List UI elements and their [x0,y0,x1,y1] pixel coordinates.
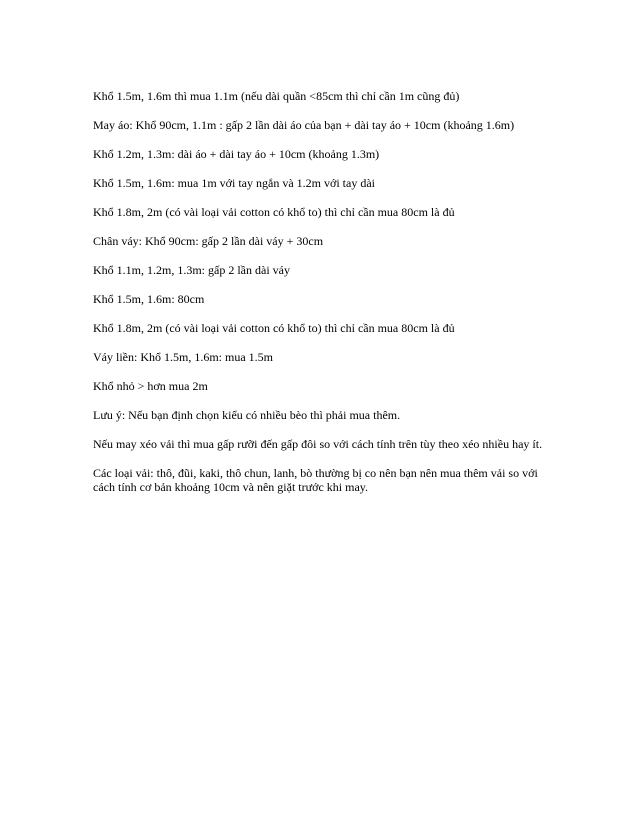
paragraph-12: Lưu ý: Nếu bạn định chọn kiểu có nhiều bèo thì phải mua thêm. [93,408,401,422]
paragraph-8: Khổ 1.5m, 1.6m: 80cm [93,292,205,306]
paragraph-3: Khổ 1.2m, 1.3m: dài áo + dài tay áo + 10cm (khoảng 1.3m) [93,147,380,161]
paragraph-11: Khổ nhỏ > hơn mua 2m [93,379,208,393]
paragraph-9: Khổ 1.8m, 2m (có vài loại vải cotton có khổ to) thì chỉ cần mua 80cm là đủ [93,321,455,335]
paragraph-5: Khổ 1.8m, 2m (có vài loại vải cotton có khổ to) thì chỉ cần mua 80cm là đủ [93,205,455,219]
paragraph-13: Nếu may xéo vải thì mua gấp rưỡi đến gấp đôi so với cách tính trên tùy theo xéo nhiều hay ít. [93,437,543,451]
paragraph-4: Khổ 1.5m, 1.6m: mua 1m với tay ngắn và 1.2m với tay dài [93,176,375,190]
paragraph-14: Các loại vải: thô, đũi, kaki, thô chun, lanh, bò thường bị co nên bạn nên mua thêm vải so với cách tính cơ bản khoảng 10cm và nên giặt trước khi may. [93,466,538,494]
paragraph-6: Chân váy: Khổ 90cm: gấp 2 lần dài váy + 30cm [93,234,324,248]
paragraph-1: Khổ 1.5m, 1.6m thì mua 1.1m (nếu dài quần <85cm thì chỉ cần 1m cũng đủ) [93,89,460,103]
paragraph-10: Váy liền: Khổ 1.5m, 1.6m: mua 1.5m [93,350,273,364]
paragraph-2: May áo: Khổ 90cm, 1.1m : gấp 2 lần dài áo của bạn + dài tay áo + 10cm (khoảng 1.6m) [93,118,515,132]
paragraph-7: Khổ 1.1m, 1.2m, 1.3m: gấp 2 lần dài váy [93,263,290,277]
